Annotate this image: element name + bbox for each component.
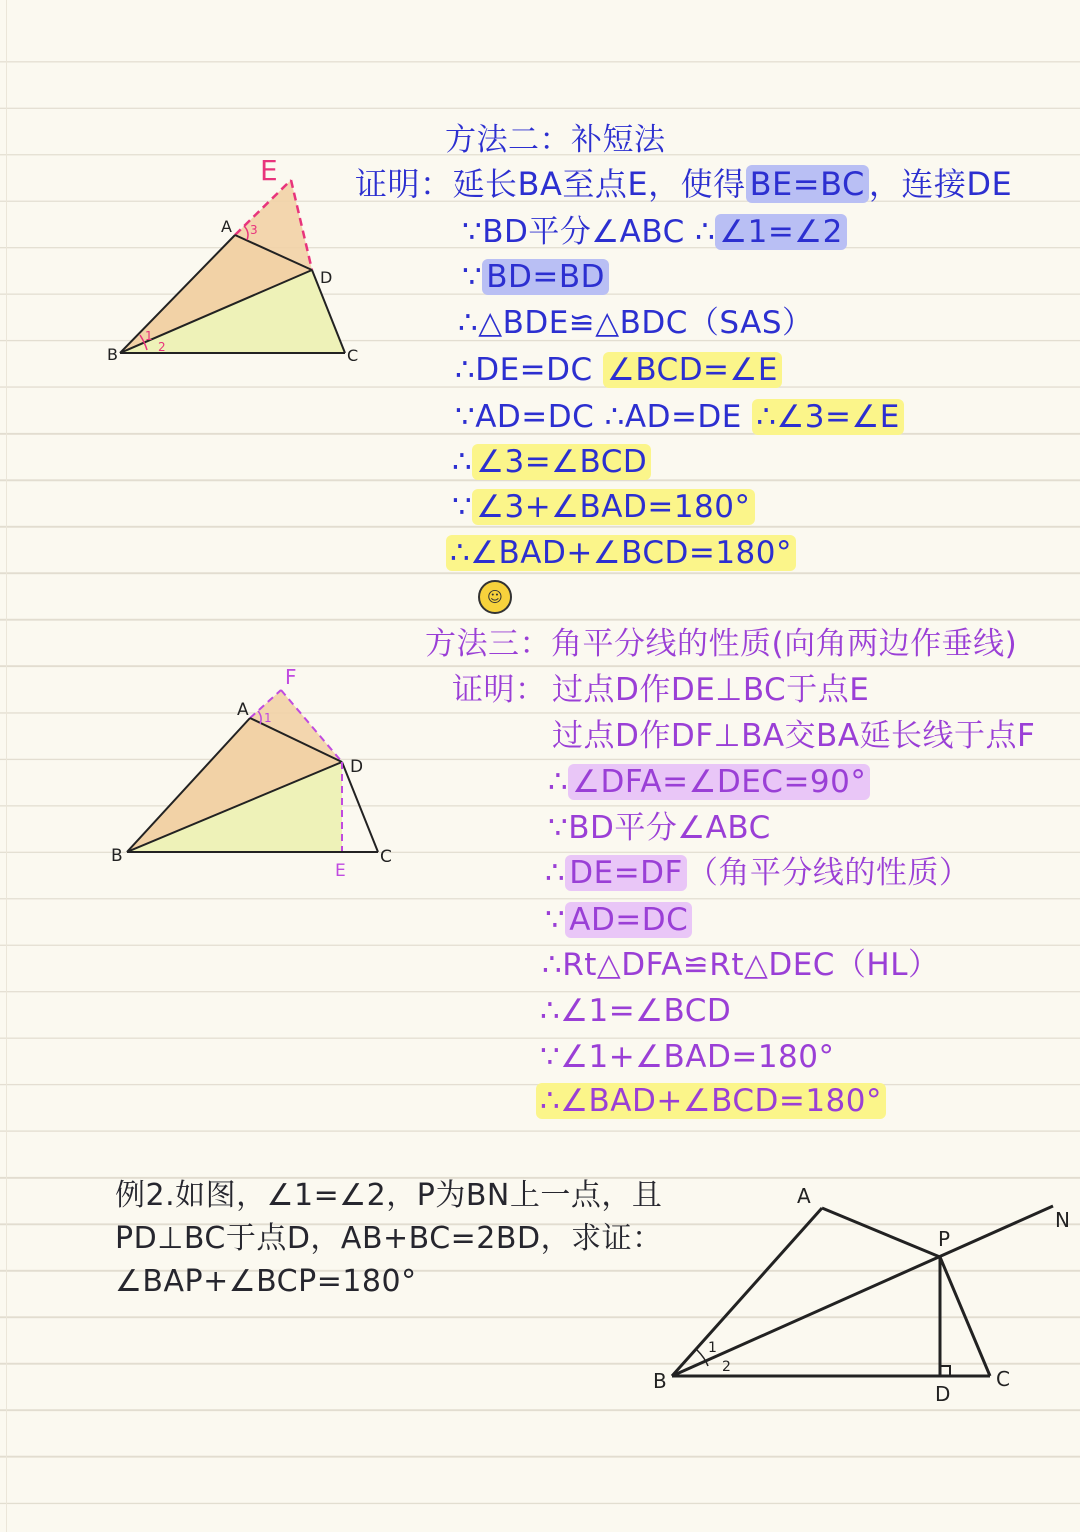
step-note: （角平分线的性质） bbox=[686, 855, 971, 891]
fig3-angle-label-2: 2 bbox=[722, 1359, 731, 1375]
step-text: ∴∠1=∠BCD bbox=[540, 993, 732, 1029]
method2-step-5 bbox=[455, 397, 904, 437]
fig2-label-c: C bbox=[380, 847, 392, 867]
figure-3-example bbox=[640, 1175, 1080, 1415]
fig3-label-c: C bbox=[996, 1367, 1010, 1391]
proof-tail: ，连接DE bbox=[868, 165, 1013, 203]
example2-line-1: 例2.如图，∠1=∠2，P为BN上一点，且 bbox=[115, 1178, 663, 1213]
step-text: ∵ bbox=[462, 259, 483, 295]
proof-highlight: BE=BC bbox=[746, 165, 869, 203]
method2-proof-line bbox=[355, 164, 1012, 204]
step-text: ∵ bbox=[452, 489, 473, 525]
method3-step-9 bbox=[540, 1037, 835, 1077]
step-highlight: ∠1=∠2 bbox=[715, 214, 847, 250]
method3-step-6 bbox=[545, 900, 692, 940]
method2-title: 方法二：补短法 bbox=[445, 122, 666, 158]
example2-line-3: ∠BAP+∠BCP=180° bbox=[115, 1264, 417, 1299]
method2-step-1 bbox=[462, 212, 847, 252]
method3-step-7 bbox=[542, 945, 940, 985]
fig2-label-b: B bbox=[111, 846, 123, 866]
proof-text: 延长BA至点E，使得 bbox=[452, 165, 746, 203]
step-text: ∵AD=DC ∴AD=DE bbox=[455, 399, 753, 435]
step-text: ∴ bbox=[452, 444, 473, 480]
fig1-angle-label-2: 2 bbox=[158, 340, 166, 354]
example2-line-2: PD⊥BC于点D，AB+BC=2BD，求证： bbox=[115, 1221, 663, 1256]
method2-step-3 bbox=[458, 303, 814, 343]
fig2-label-a: A bbox=[237, 700, 249, 720]
step-text: 过点D作DF⊥BA交BA延长线于点F bbox=[552, 718, 1036, 754]
step-text: ∴ bbox=[548, 764, 569, 800]
step-highlight: ∠3=∠BCD bbox=[472, 444, 651, 480]
step-highlight: ∴∠BAD+∠BCD=180° bbox=[536, 1083, 886, 1119]
fig1-label-d: D bbox=[320, 268, 333, 287]
step-text: ∴△BDE≌△BDC（SAS） bbox=[458, 305, 814, 341]
method3-step-2 bbox=[552, 716, 1035, 756]
method3-title: 方法三：角平分线的性质(向角两边作垂线) bbox=[425, 626, 1018, 662]
step-text: ∴DE=DC bbox=[455, 352, 604, 388]
step-highlight: ∴∠BAD+∠BCD=180° bbox=[446, 535, 796, 571]
method3-step-4 bbox=[548, 808, 771, 848]
step-highlight: ∠BCD=∠E bbox=[603, 352, 782, 388]
fig3-label-n: N bbox=[1055, 1208, 1070, 1232]
method2-step-4 bbox=[455, 350, 782, 390]
method2-step-6 bbox=[452, 442, 651, 482]
step-text: ∵∠1+∠BAD=180° bbox=[540, 1039, 835, 1075]
fig1-label-b: B bbox=[107, 345, 118, 364]
method3-conclusion bbox=[536, 1081, 886, 1121]
method3-step-8 bbox=[540, 991, 731, 1031]
figure-2-perpendiculars bbox=[100, 660, 410, 890]
fig3-line-ap bbox=[822, 1208, 940, 1257]
fig2-angle-label-1: 1 bbox=[264, 711, 272, 725]
fig1-angle-label-3: 3 bbox=[250, 223, 258, 237]
figure-1-triangle-extension bbox=[100, 140, 380, 380]
method3-step-3 bbox=[548, 762, 870, 802]
proof-prefix: 证明： bbox=[355, 165, 453, 203]
fig2-label-e: E bbox=[335, 861, 346, 881]
method3-step-1 bbox=[552, 670, 869, 710]
method3-step-5 bbox=[545, 853, 970, 893]
fig2-label-f: F bbox=[285, 665, 297, 689]
step-highlight: ∠3+∠BAD=180° bbox=[472, 489, 754, 525]
step-highlight: ∴∠3=∠E bbox=[752, 399, 904, 435]
fig3-line-pc bbox=[940, 1257, 990, 1376]
fig3-label-p: P bbox=[938, 1227, 951, 1251]
step-highlight: BD=BD bbox=[482, 259, 609, 295]
fig3-line-bn bbox=[672, 1206, 1053, 1376]
method2-step-2 bbox=[462, 257, 609, 297]
step-highlight: AD=DC bbox=[565, 902, 692, 938]
step-highlight: DE=DF bbox=[565, 855, 687, 891]
step-text: ∵BD平分∠ABC bbox=[548, 810, 771, 846]
step-text: ∵ bbox=[545, 902, 566, 938]
fig3-line-ba bbox=[672, 1208, 822, 1376]
method2-conclusion bbox=[446, 533, 796, 573]
fig2-label-d: D bbox=[350, 757, 364, 777]
step-text: ∵BD平分∠ABC ∴ bbox=[462, 214, 716, 250]
fig3-label-b: B bbox=[653, 1369, 667, 1393]
fig1-angle-label-1: 1 bbox=[145, 329, 153, 343]
method2-step-7 bbox=[452, 487, 755, 527]
notebook-margin-line bbox=[6, 0, 7, 1532]
fig3-label-a: A bbox=[797, 1184, 811, 1208]
fig1-label-e: E bbox=[260, 154, 278, 187]
step-text: ∴Rt△DFA≌Rt△DEC（HL） bbox=[542, 947, 940, 983]
fig3-label-d: D bbox=[935, 1382, 951, 1406]
step-text: ∴ bbox=[545, 855, 566, 891]
step-highlight: ∠DFA=∠DEC=90° bbox=[568, 764, 870, 800]
thumbs-up-face-icon: ☺ bbox=[478, 580, 512, 614]
method3-proof-prefix: 证明： bbox=[452, 672, 547, 708]
fig3-angle-label-1: 1 bbox=[708, 1340, 717, 1356]
fig1-label-c: C bbox=[347, 346, 359, 365]
fig1-label-a: A bbox=[221, 217, 232, 236]
step-text: 过点D作DE⊥BC于点E bbox=[552, 672, 870, 708]
